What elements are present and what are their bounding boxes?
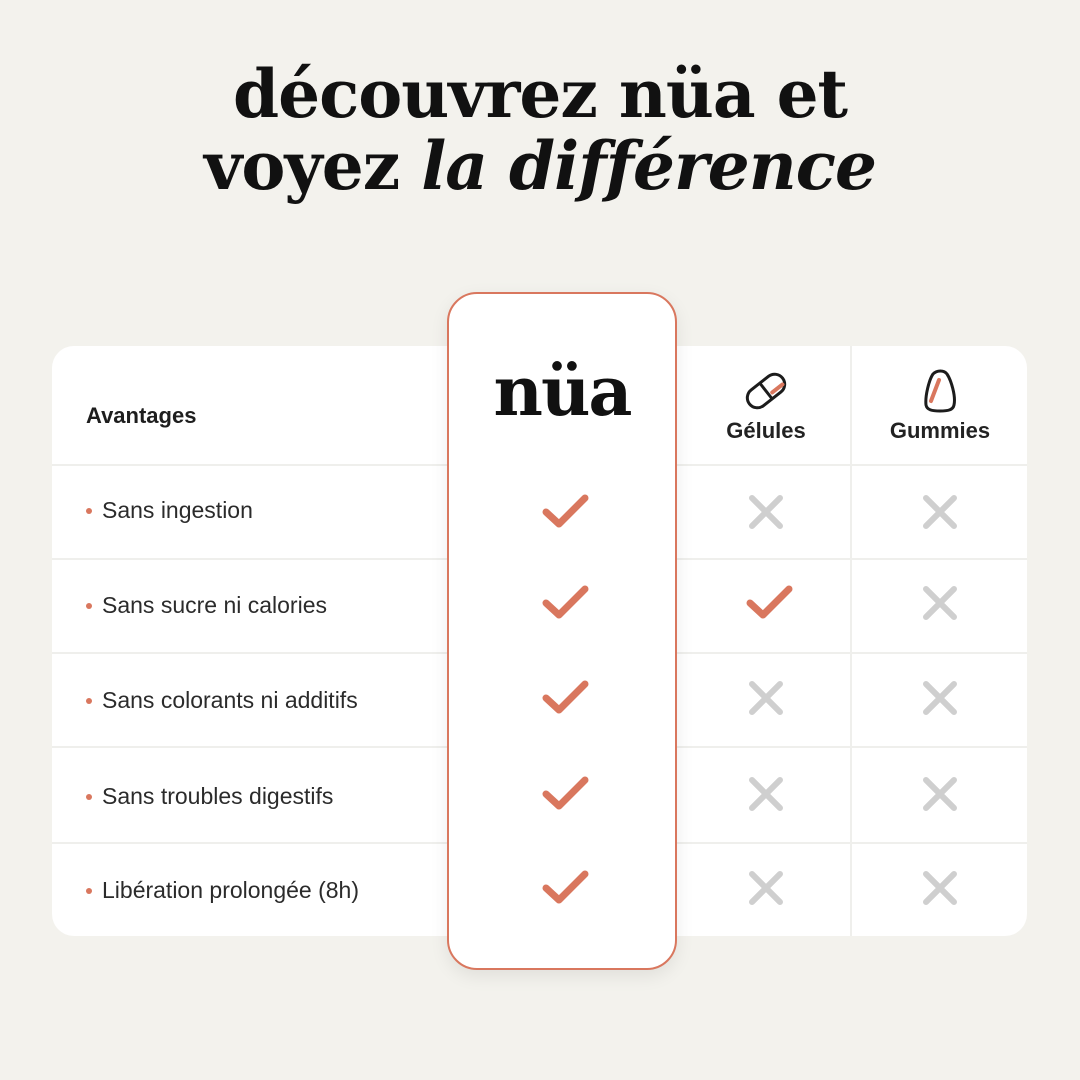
cross-icon (740, 486, 792, 538)
bullet-dot (86, 794, 92, 800)
column-header-gummies (853, 368, 1027, 444)
check-icon (540, 768, 592, 820)
cross-icon (914, 577, 966, 629)
row-label (86, 687, 358, 714)
cross-icon (914, 862, 966, 914)
cross-icon (914, 672, 966, 724)
headline-line-2 (0, 127, 1080, 205)
headline (0, 55, 1080, 205)
check-icon (540, 862, 592, 914)
row-label-text: Sans sucre ni calories (102, 592, 327, 618)
bullet-dot (86, 603, 92, 609)
brand-logo: nüa (493, 352, 631, 432)
row-label-text: Libération prolongée (8h) (102, 877, 360, 903)
bullet-dot (86, 698, 92, 704)
check-icon (540, 486, 592, 538)
check-icon (540, 672, 592, 724)
row-label-text: Sans troubles digestifs (102, 783, 334, 809)
row-label (86, 783, 333, 810)
row-label (86, 497, 253, 524)
headline-line-1: découvrez nüa et (232, 55, 848, 133)
bullet-dot (86, 508, 92, 514)
cross-icon (914, 486, 966, 538)
gummy-icon (920, 368, 960, 414)
check-icon (744, 577, 796, 629)
row-label (86, 877, 359, 904)
cross-icon (740, 768, 792, 820)
capsule-icon (741, 368, 791, 414)
cross-icon (740, 672, 792, 724)
headline-line-2-italic: la différence (421, 127, 876, 205)
headline-line-2-plain: voyez (204, 127, 422, 205)
header-avantages: Avantages (86, 403, 197, 428)
row-label-text: Sans colorants ni additifs (102, 687, 358, 713)
bullet-dot (86, 888, 92, 894)
cross-icon (740, 862, 792, 914)
column-label-gummies: Gummies (889, 418, 991, 443)
column-header-gelules (679, 368, 853, 444)
row-label-text: Sans ingestion (102, 497, 253, 523)
column-label-gelules: Gélules (726, 418, 806, 443)
check-icon (540, 577, 592, 629)
cross-icon (914, 768, 966, 820)
row-label (86, 592, 327, 619)
